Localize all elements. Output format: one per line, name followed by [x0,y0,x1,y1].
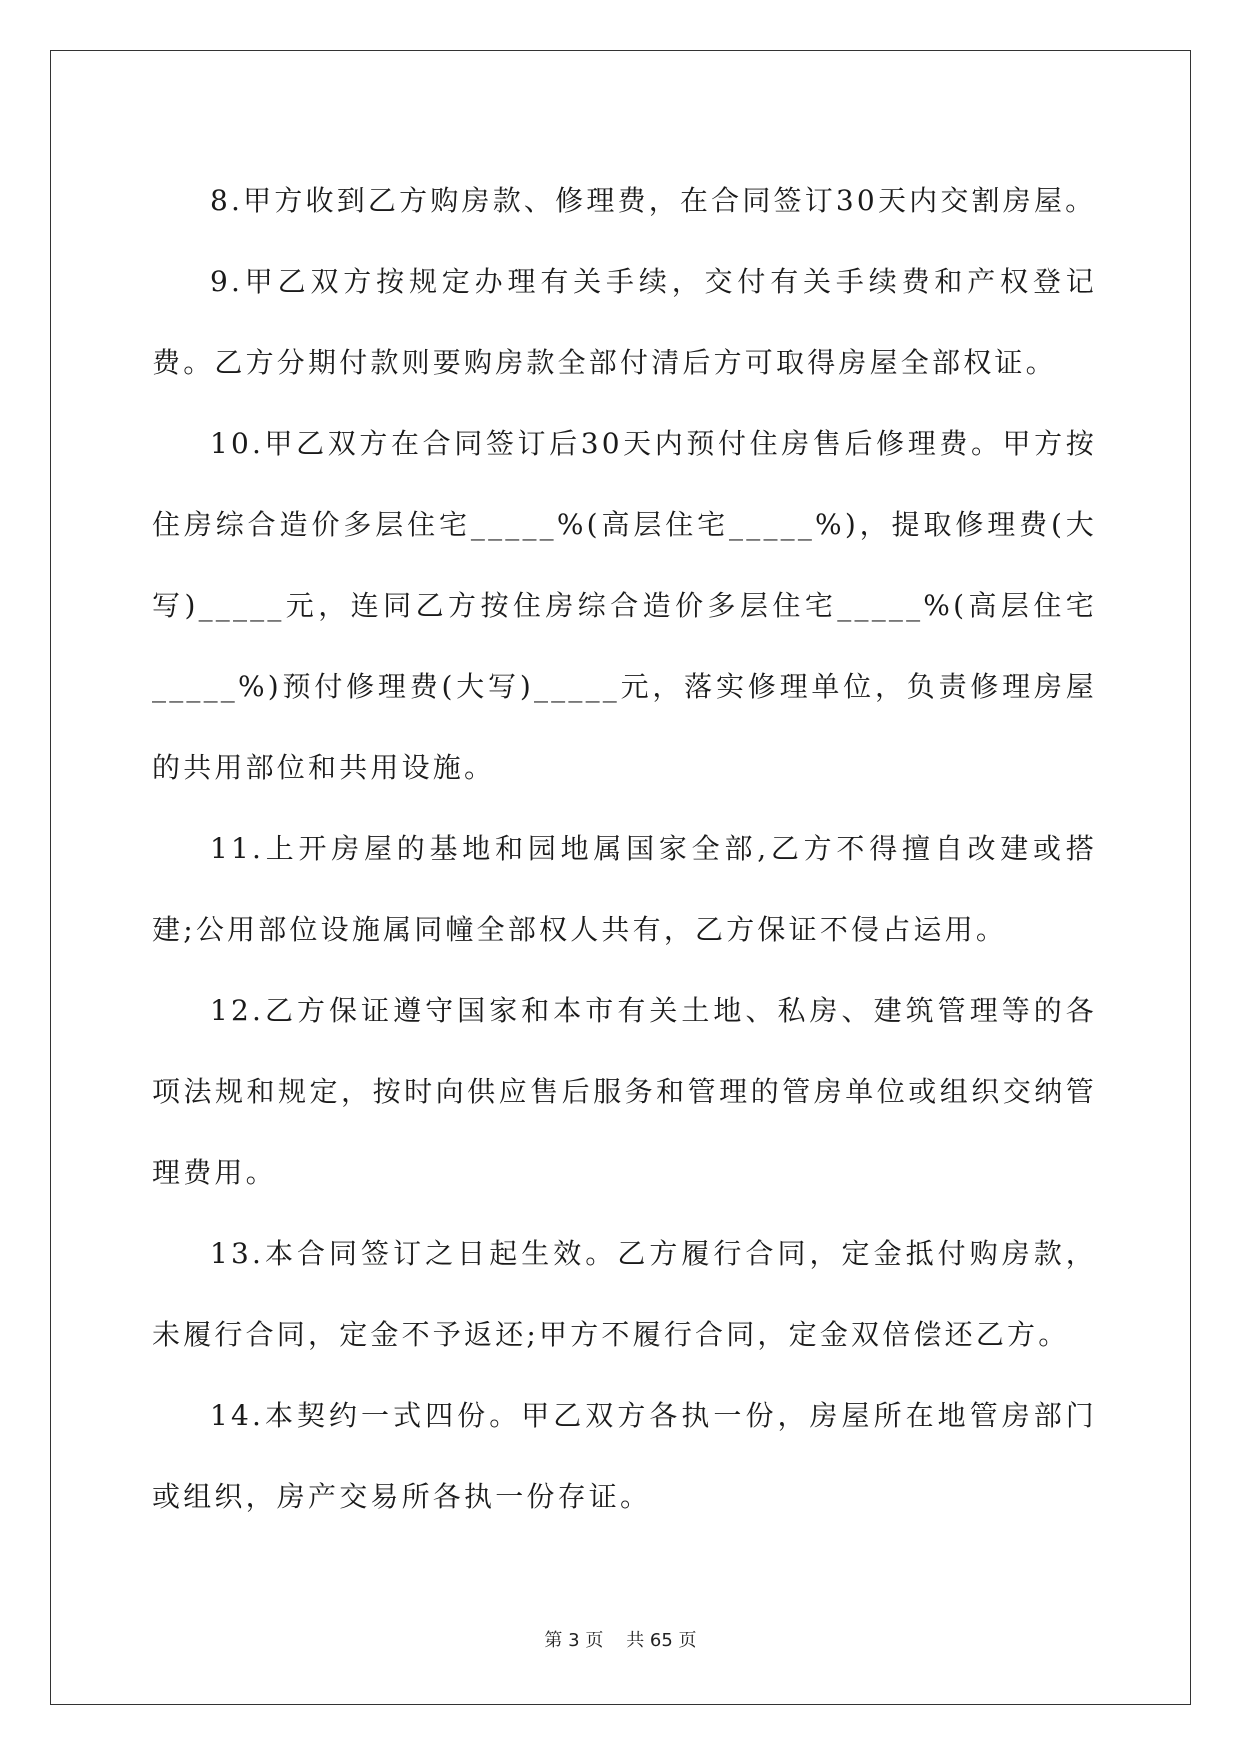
clause-10: 10.甲乙双方在合同签订后30天内预付住房售后修理费。甲方按住房综合造价多层住宅_____%(高层住宅_____%)，提取修理费(大写)_____元，连同乙方按住房综合造价多层住宅_____%(高层住宅_____%)预付修理费(大写)_____元，落实修理单位，负责修理房屋的共用部位和共用设施。 [152,427,1097,784]
clause-14: 14.本契约一式四份。甲乙双方各执一份，房屋所在地管房部门或组织，房产交易所各执一份存证。 [152,1399,1097,1513]
document-body [152,160,1097,1537]
page-number: 第 3 页 共 65 页 [544,1630,697,1651]
clause-13: 13.本合同签订之日起生效。乙方履行合同，定金抵付购房款，未履行合同，定金不予返还;甲方不履行合同，定金双倍偿还乙方。 [152,1237,1097,1351]
page-footer [0,1626,1241,1652]
clause-11: 11.上开房屋的基地和园地属国家全部,乙方不得擅自改建或搭建;公用部位设施属同幢全部权人共有，乙方保证不侵占运用。 [152,832,1097,946]
clause-12: 12.乙方保证遵守国家和本市有关土地、私房、建筑管理等的各项法规和规定，按时向供应售后服务和管理的管房单位或组织交纳管理费用。 [152,994,1097,1189]
clause-9: 9.甲乙双方按规定办理有关手续，交付有关手续费和产权登记费。乙方分期付款则要购房款全部付清后方可取得房屋全部权证。 [152,265,1097,379]
clause-8: 8.甲方收到乙方购房款、修理费，在合同签订30天内交割房屋。 [210,184,1097,217]
